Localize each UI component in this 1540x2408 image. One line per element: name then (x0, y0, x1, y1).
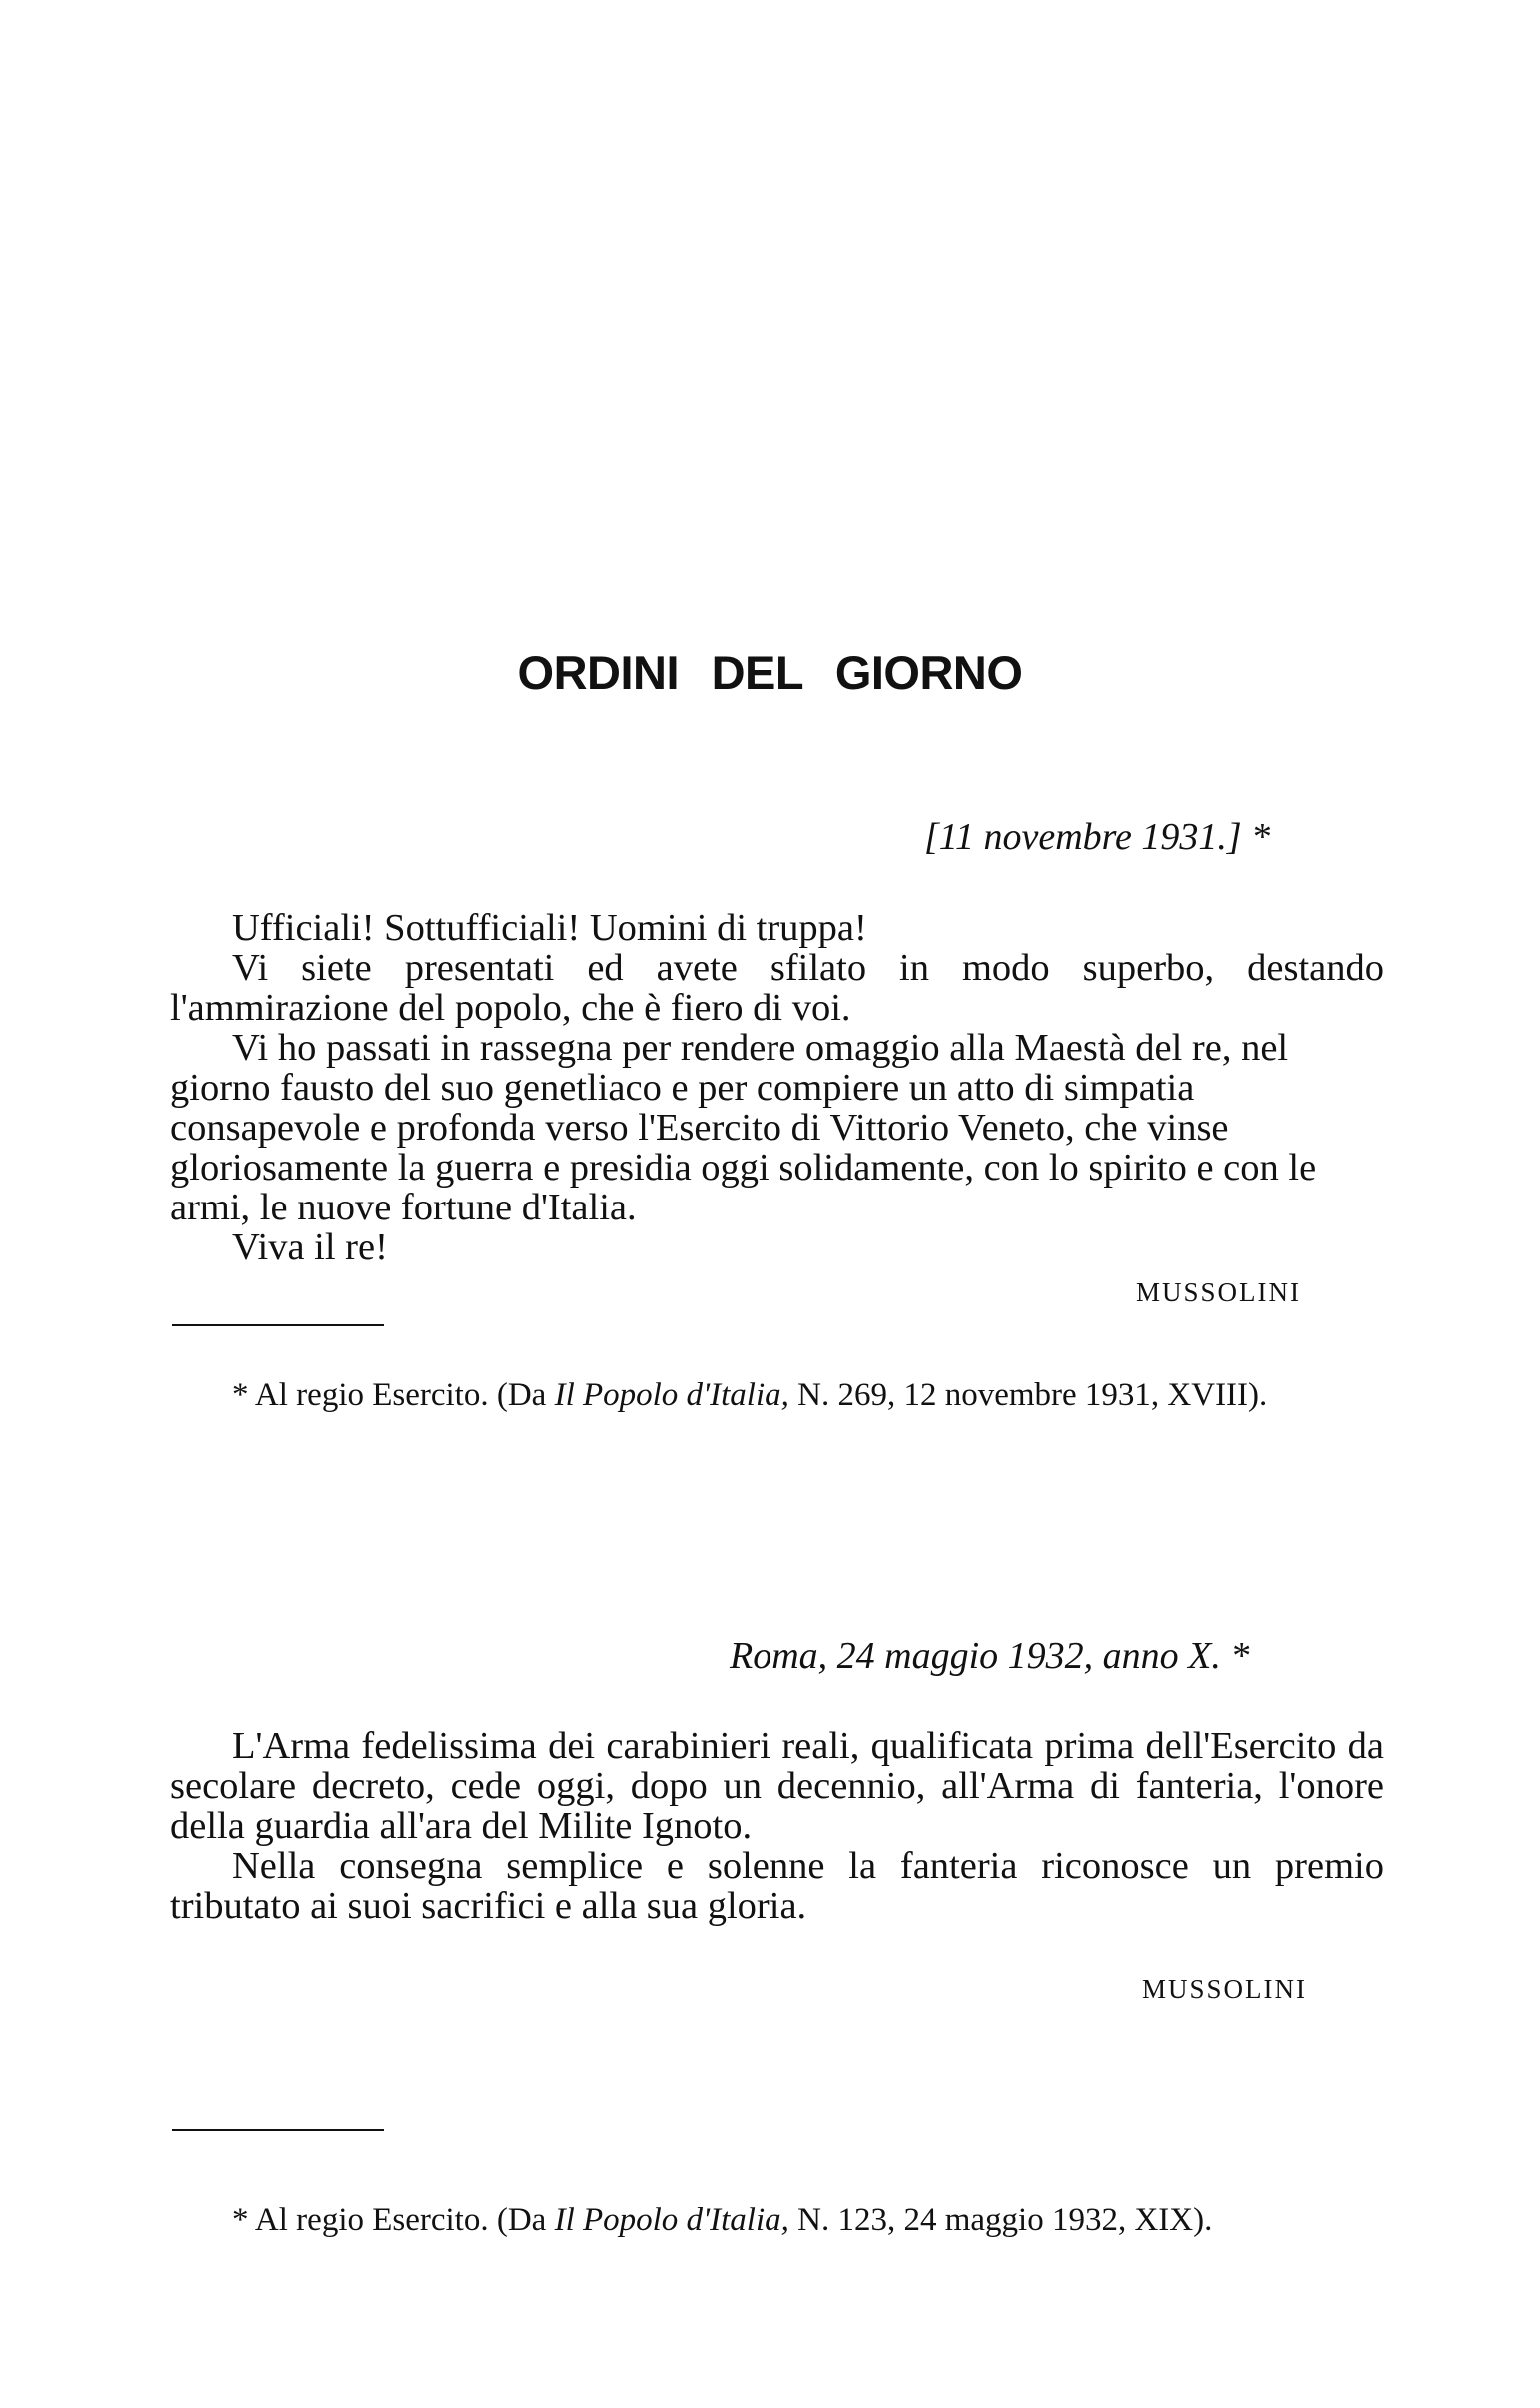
order-1-paragraph: Vi ho passati in rassegna per rendere omaggio alla Maestà del re, nel giorno fausto del suo genetliaco e per compiere un atto di simpatia consapevole e profonda verso l'Esercito di Vittorio Veneto, che vinse gloriosamente la guerra e presidia oggi solidamente, con lo spirito e con le armi, le nuove fortune d'Italia. (170, 1027, 1317, 1228)
order-2-paragraph: L'Arma fedelissima dei carabinieri reali, qualificata prima dell'Esercito da secolare decreto, cede oggi, dopo un decennio, all'Arma di fanteria, l'onore della guardia all'ara del Milite Ignoto. (170, 1725, 1384, 1847)
order-2-body (170, 1726, 1384, 1926)
order-1-date: [11 novembre 1931.] * (924, 816, 1271, 858)
footnote-divider (172, 1324, 384, 1326)
page-title: ORDINI DEL GIORNO (517, 646, 1023, 699)
order-1-paragraph: Vi siete presentati ed avete sfilato in modo superbo, destando l'ammirazione del popolo, che è fiero di voi. (170, 947, 1384, 1029)
order-1-paragraph: Ufficiali! Sottufficiali! Uomini di truppa! (232, 907, 867, 949)
footnote-prefix: * Al regio Esercito. (Da (232, 2202, 555, 2238)
footnote-source: Il Popolo d'Italia, (554, 1377, 789, 1413)
footnote-divider (172, 2129, 384, 2131)
footnote-prefix: * Al regio Esercito. (Da (232, 1377, 555, 1413)
order-2-date: Roma, 24 maggio 1932, anno X. * (730, 1635, 1250, 1677)
footnote-source: Il Popolo d'Italia, (554, 2202, 789, 2238)
order-1-paragraph: Viva il re! (232, 1226, 388, 1268)
order-1-signature: MUSSOLINI (1136, 1277, 1302, 1307)
order-1-footnote (170, 1374, 1384, 1416)
order-2-paragraph: Nella consegna semplice e solenne la fanteria riconosce un premio tributato ai suoi sacrifici e alla sua gloria. (170, 1845, 1384, 1927)
order-2-footnote (170, 2199, 1384, 2241)
order-2-signature: MUSSOLINI (1142, 1974, 1308, 2004)
order-1-body (170, 908, 1384, 1267)
footnote-suffix: N. 123, 24 maggio 1932, XIX). (788, 2202, 1213, 2238)
footnote-suffix: N. 269, 12 novembre 1931, XVIII). (788, 1377, 1268, 1413)
